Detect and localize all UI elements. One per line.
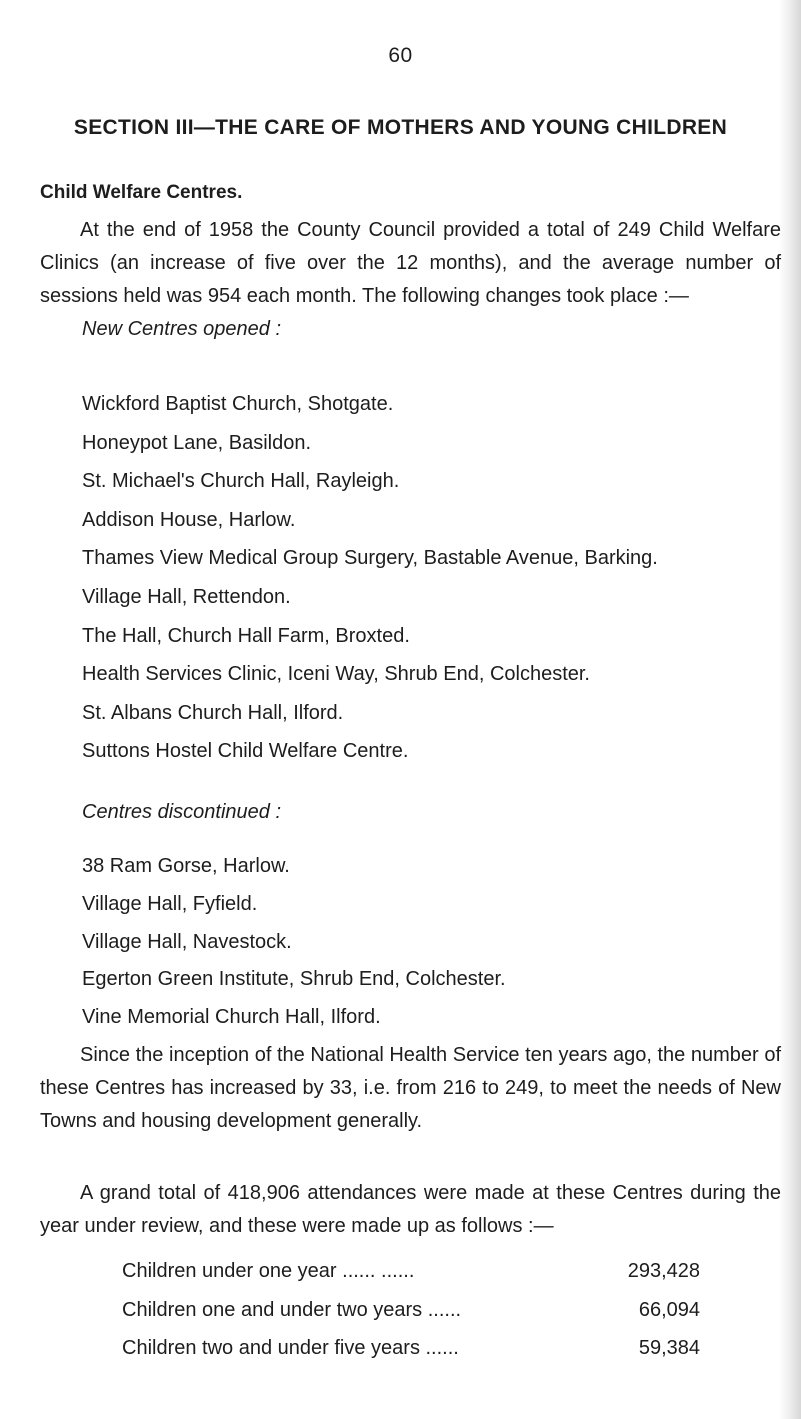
growth-paragraph-text: Since the inception of the National Health Service ten years ago, the number of these Centres has increased by 33, i.e. from 216 to 249, to meet the needs of New Towns and housing development generally. [40, 1044, 781, 1132]
list-item: St. Albans Church Hall, Ilford. [82, 701, 344, 724]
attendance-paragraph [40, 1177, 781, 1243]
subheading-child-welfare-centres: Child Welfare Centres. [40, 182, 243, 203]
table-row [122, 1252, 700, 1291]
attendance-value: 59,384 [638, 1337, 700, 1360]
list-item: Village Hall, Rettendon. [82, 585, 291, 608]
new-centres-heading: New Centres opened : [82, 318, 282, 340]
list-item: Village Hall, Fyfield. [82, 892, 258, 915]
intro-paragraph [40, 214, 781, 313]
list-item: Addison House, Harlow. [82, 508, 296, 531]
table-row [122, 1330, 700, 1369]
page-number: 60 [388, 44, 413, 67]
list-item: Thames View Medical Group Surgery, Bastable Avenue, Barking. [82, 547, 658, 570]
list-item: Village Hall, Navestock. [82, 930, 292, 953]
list-item: Wickford Baptist Church, Shotgate. [82, 393, 394, 415]
discontinued-centres-heading: Centres discontinued : [82, 801, 282, 823]
attendance-paragraph-text: A grand total of 418,906 attendances were made at these Centres during the year under review, and these were made up as follows :— [40, 1182, 781, 1237]
list-item: Suttons Hostel Child Welfare Centre. [82, 740, 409, 763]
attendance-label: Children two and under five years ...... [122, 1337, 459, 1360]
list-item: Vine Memorial Church Hall, Ilford. [82, 1006, 381, 1029]
list-item: The Hall, Church Hall Farm, Broxted. [82, 624, 410, 647]
attendance-value: 66,094 [638, 1298, 700, 1321]
section-title: SECTION III—THE CARE OF MOTHERS AND YOUNG CHILDREN [73, 116, 728, 139]
list-item: Egerton Green Institute, Shrub End, Colchester. [82, 968, 506, 991]
attendance-table [122, 1252, 700, 1368]
attendance-value: 293,428 [627, 1259, 700, 1282]
new-centres-list [82, 385, 658, 771]
attendance-label: Children one and under two years ...... [122, 1298, 462, 1321]
table-row [122, 1291, 700, 1330]
page-edge-shadow [779, 0, 801, 1419]
list-item: Honeypot Lane, Basildon. [82, 431, 312, 454]
list-item: Health Services Clinic, Iceni Way, Shrub End, Colchester. [82, 663, 590, 686]
discontinued-centres-list [82, 848, 506, 1037]
intro-paragraph-text: At the end of 1958 the County Council provided a total of 249 Child Welfare Clinics (an increase of five over the 12 months), and the average number of sessions held was 954 each month. The following changes took place :— [40, 219, 781, 307]
list-item: 38 Ram Gorse, Harlow. [82, 855, 290, 877]
list-item: St. Michael's Church Hall, Rayleigh. [82, 470, 400, 493]
growth-paragraph [40, 1039, 781, 1138]
attendance-label: Children under one year ...... ...... [122, 1259, 415, 1282]
